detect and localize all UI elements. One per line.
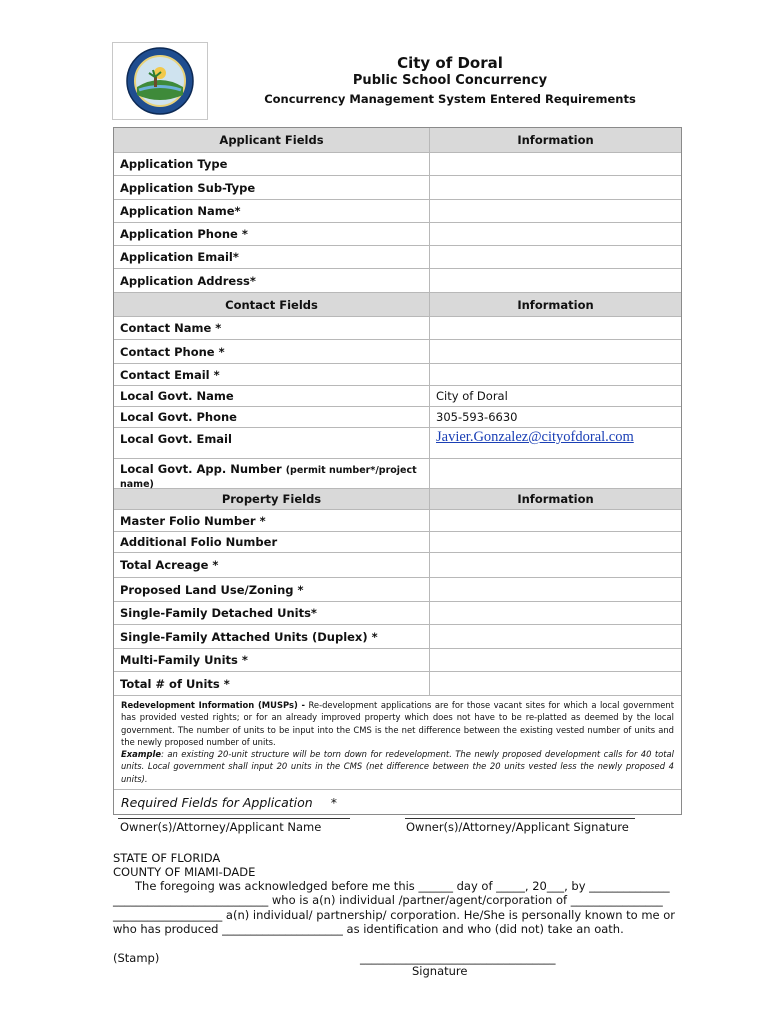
total-units-field[interactable]	[430, 672, 681, 695]
form-row	[114, 553, 681, 578]
form-row	[114, 153, 681, 176]
form-row	[114, 459, 681, 489]
field-label: Single-Family Attached Units (Duplex) *	[114, 625, 430, 648]
property-info-heading: Information	[517, 492, 594, 506]
city-seal-logo	[112, 42, 208, 120]
permit-label: Local Govt. App. Number	[120, 462, 282, 476]
page-subtitle: Public School Concurrency	[352, 73, 548, 88]
local-govt-name-value: City of Doral	[436, 389, 508, 403]
form-row	[114, 625, 681, 649]
application-address-field[interactable]	[430, 269, 681, 292]
page-title: City of Doral	[397, 54, 503, 72]
form-row	[114, 578, 681, 602]
notary-signature-line[interactable]: __________________________________	[360, 951, 556, 965]
permit-label-cell	[114, 459, 430, 488]
owner-name-caption: Owner(s)/Attorney/Applicant Name	[120, 820, 322, 834]
application-type-field[interactable]	[430, 153, 681, 175]
form-row	[114, 510, 681, 532]
field-label: Application Type	[114, 153, 430, 175]
applicant-info-heading: Information	[517, 133, 594, 147]
field-label: Local Govt. Email	[114, 428, 430, 458]
form-row	[114, 672, 681, 696]
notary-line-3: ___________________ a(n) individual/ partnership/ corporation. He/She is personally known to me or	[113, 908, 676, 922]
notary-line-1: The foregoing was acknowledged before me this ______ day of _____, 20___, by ______________	[135, 879, 670, 893]
field-label: Additional Folio Number	[114, 532, 430, 552]
contact-info-heading: Information	[517, 297, 594, 312]
field-label: Application Phone *	[114, 223, 430, 245]
form-row	[114, 364, 681, 386]
local-govt-phone-value: 305-593-6630	[436, 410, 518, 424]
state-text: STATE OF FLORIDA	[113, 851, 221, 865]
total-acreage-field[interactable]	[430, 553, 681, 577]
example-text: : an existing 20-unit structure will be torn down for redevelopment. The newly proposed development calls for 40 total units. Local government shall input 20 units in the CMS (net difference between the 20 units vested less the newly proposed 4 units).	[121, 749, 674, 784]
owner-signature-caption: Owner(s)/Attorney/Applicant Signature	[406, 820, 629, 834]
field-label: Contact Phone *	[114, 340, 430, 363]
field-label: Application Sub-Type	[114, 176, 430, 199]
contact-fields-heading: Contact Fields	[114, 293, 430, 316]
required-star: *	[330, 794, 337, 810]
form-row	[114, 340, 681, 364]
notary-signature-caption: Signature	[412, 964, 468, 978]
contact-phone-field[interactable]	[430, 340, 681, 363]
form-row	[114, 386, 681, 407]
form-row	[114, 176, 681, 200]
field-label: Application Name*	[114, 200, 430, 222]
field-label: Local Govt. Phone	[114, 407, 430, 427]
notary-line-4: who has produced _____________________ as identification and who (did not) take an oath.	[113, 922, 624, 936]
field-label: Application Address*	[114, 269, 430, 292]
stamp-label: (Stamp)	[113, 951, 160, 965]
land-use-field[interactable]	[430, 578, 681, 601]
permit-note: (permit number*/project name)	[120, 465, 417, 490]
note-lead: Redevelopment Information (MUSPs) -	[121, 700, 305, 710]
multi-family-field[interactable]	[430, 649, 681, 671]
field-label: Contact Email *	[114, 364, 430, 385]
notary-line-2: ___________________________ who is a(n) individual /partner/agent/corporation of ________________	[113, 893, 663, 907]
master-folio-field[interactable]	[430, 510, 681, 531]
field-label: Application Email*	[114, 246, 430, 268]
field-label: Local Govt. Name	[114, 386, 430, 406]
field-label: Single-Family Detached Units*	[114, 602, 430, 624]
field-label: Total # of Units *	[114, 672, 430, 695]
form-row	[114, 246, 681, 269]
required-fields-row	[114, 790, 681, 814]
owner-name-line[interactable]	[118, 818, 350, 819]
form-row	[114, 200, 681, 223]
application-name-field[interactable]	[430, 200, 681, 222]
required-fields-label: Required Fields for Application	[121, 794, 313, 810]
requirements-form	[113, 127, 682, 815]
permit-number-field[interactable]	[430, 459, 681, 488]
field-label: Master Folio Number *	[114, 510, 430, 531]
field-label: Contact Name *	[114, 317, 430, 339]
note-text: Re-development applications are for those vacant sites for which a local government has provided vested rights; or for an already improved property which does not have to be re-platted as deemed by the local government. The number of units to be input into the CMS is the net difference between the existing vested number of units and the newly proposed number of units.	[121, 700, 675, 747]
form-row	[114, 649, 681, 672]
additional-folio-field[interactable]	[430, 532, 681, 552]
local-govt-email-link[interactable]: Javier.Gonzalez@cityofdoral.com	[436, 429, 634, 445]
sf-detached-field[interactable]	[430, 602, 681, 624]
form-row	[114, 428, 681, 459]
application-email-field[interactable]	[430, 246, 681, 268]
owner-signature-line[interactable]	[405, 818, 635, 819]
property-fields-heading: Property Fields	[114, 489, 430, 509]
example-label: Example	[121, 749, 162, 760]
form-row	[114, 223, 681, 246]
county-text: COUNTY OF MIAMI-DADE	[113, 865, 256, 879]
property-header-row	[114, 489, 681, 510]
sf-attached-field[interactable]	[430, 625, 681, 648]
contact-name-field[interactable]	[430, 317, 681, 339]
field-label: Total Acreage *	[114, 553, 430, 577]
page-subtitle-2: Concurrency Management System Entered Requirements	[264, 92, 636, 106]
form-row	[114, 269, 681, 293]
contact-header-row	[114, 293, 681, 317]
form-row	[114, 407, 681, 428]
field-label: Proposed Land Use/Zoning *	[114, 578, 430, 601]
form-row	[114, 602, 681, 625]
form-row	[114, 532, 681, 553]
form-row	[114, 317, 681, 340]
application-subtype-field[interactable]	[430, 176, 681, 199]
applicant-fields-heading: Applicant Fields	[114, 128, 430, 152]
redevelopment-note	[114, 696, 681, 790]
applicant-header-row	[114, 128, 681, 153]
field-label: Multi-Family Units *	[114, 649, 430, 671]
application-phone-field[interactable]	[430, 223, 681, 245]
contact-email-field[interactable]	[430, 364, 681, 385]
